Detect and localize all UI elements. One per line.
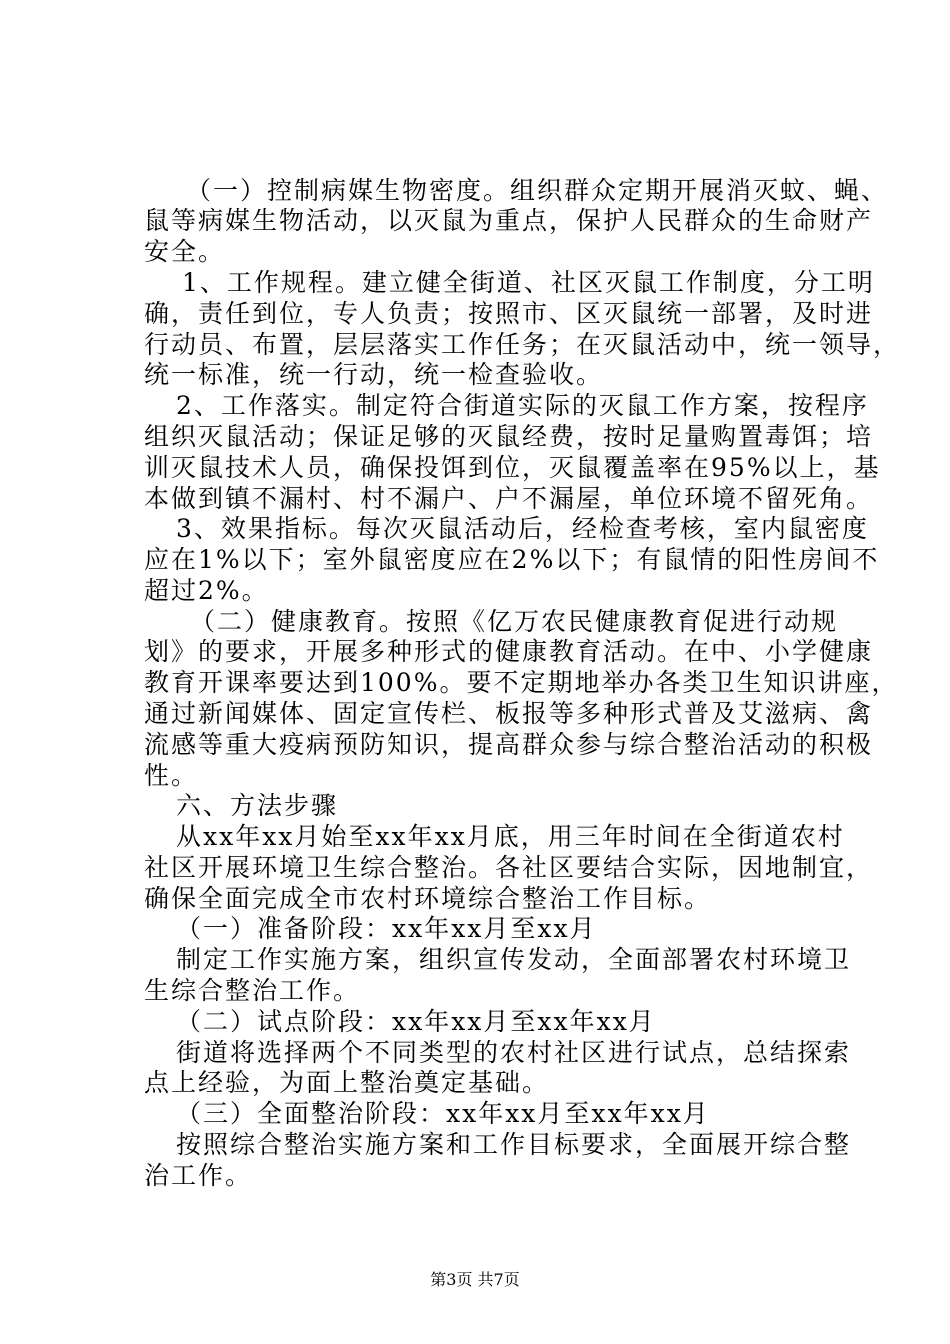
subsection-heading: （三）全面整治阶段：xx年xx月至xx年xx月 (176, 1099, 710, 1128)
body-text-line: 从xx年xx月始至xx年xx月底，用三年时间在全街道农村 (176, 822, 845, 851)
page-footer: 第3页 共7页 (430, 1270, 520, 1289)
body-text-line: 通过新闻媒体、固定宣传栏、板报等多种形式普及艾滋病、禽 (144, 699, 874, 728)
body-text-line: 本做到镇不漏村、村不漏户、户不漏屋，单位环境不留死角。 (144, 484, 874, 513)
body-text-line: 治工作。 (144, 1161, 253, 1190)
body-text-line: 流感等重大疫病预防知识，提高群众参与综合整治活动的积极 (144, 730, 874, 759)
body-text-line: （二）健康教育。按照《亿万农民健康教育促进行动规 (190, 607, 839, 636)
body-text-line: 生综合整治工作。 (144, 976, 361, 1005)
subsection-heading: （一）准备阶段：xx年xx月至xx月 (176, 914, 597, 943)
body-text-line: 2、工作落实。制定符合街道实际的灭鼠工作方案，按程序 (176, 391, 869, 420)
body-text-line: 应在1%以下；室外鼠密度应在2%以下；有鼠情的阳性房间不 (144, 545, 880, 574)
body-text-line: 性。 (144, 761, 199, 790)
body-text-line: 确保全面完成全市农村环境综合整治工作目标。 (144, 884, 712, 913)
body-text-line: 行动员、布置，层层落实工作任务；在灭鼠活动中，统一领导， (144, 330, 901, 359)
body-text-line: 训灭鼠技术人员，确保投饵到位，灭鼠覆盖率在95%以上，基 (144, 453, 881, 482)
body-text-line: （一）控制病媒生物密度。组织群众定期开展消灭蚊、蝇、 (186, 176, 889, 205)
body-text-line: 街道将选择两个不同类型的农村社区进行试点，总结探索 (176, 1038, 852, 1067)
body-text-line: 1、工作规程。建立健全街道、社区灭鼠工作制度，分工明 (182, 268, 875, 297)
body-text-line: 划》的要求，开展多种形式的健康教育活动。在中、小学健康 (144, 637, 874, 666)
subsection-heading: （二）试点阶段：xx年xx月至xx年xx月 (176, 1007, 656, 1036)
body-text-line: 点上经验，为面上整治奠定基础。 (144, 1068, 550, 1097)
body-text-line: 制定工作实施方案，组织宣传发动，全面部署农村环境卫 (176, 945, 852, 974)
body-text-line: 统一标准，统一行动，统一检查验收。 (144, 360, 604, 389)
body-text-line: 组织灭鼠活动；保证足够的灭鼠经费，按时足量购置毒饵；培 (144, 422, 874, 451)
body-text-line: 安全。 (144, 237, 226, 266)
body-text-line: 确，责任到位，专人负责；按照市、区灭鼠统一部署，及时进 (144, 299, 874, 328)
body-text-line: 鼠等病媒生物活动，以灭鼠为重点，保护人民群众的生命财产 (144, 206, 874, 235)
body-text-line: 教育开课率要达到100%。要不定期地举办各类卫生知识讲座， (144, 668, 899, 697)
body-text-line: 按照综合整治实施方案和工作目标要求，全面展开综合整 (176, 1130, 852, 1159)
body-text-line: 超过2%。 (144, 576, 269, 605)
section-heading: 六、方法步骤 (176, 791, 339, 820)
body-text-line: 3、效果指标。每次灭鼠活动后，经检查考核，室内鼠密度 (176, 514, 869, 543)
body-text-line: 社区开展环境卫生综合整治。各社区要结合实际，因地制宜， (144, 853, 874, 882)
